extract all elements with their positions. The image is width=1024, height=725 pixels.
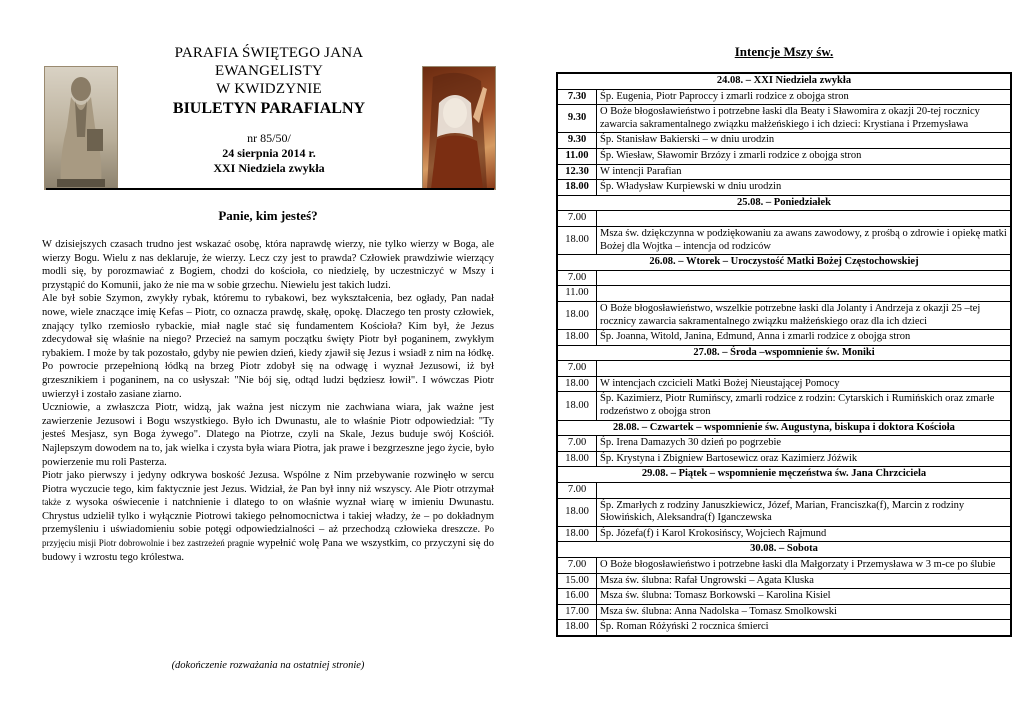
- mass-time: 15.00: [557, 573, 597, 589]
- mass-time: 12.30: [557, 164, 597, 180]
- intentions-title: Intencje Mszy św.: [734, 44, 834, 59]
- article-text: Piotr jako pierwszy i jedyny odkrywa boskość Jezusa. Wspólne z Nim przebywanie rozwinęło w sercu Piotra wyczucie tego, kim faktycznie jest Jezus. Widział, że Pan był inny niż wszyscy. Ale Piotr otrzymał: [42, 470, 494, 495]
- mass-intention: [597, 361, 1012, 377]
- article-small-text: także: [42, 497, 61, 508]
- mass-time: 18.00: [557, 392, 597, 420]
- article-small-text: Po przyjęciu misji Piotr dobrowolnie i bez zastrzeżeń pragnie: [42, 524, 495, 549]
- mass-intention: Msza św. ślubna: Anna Nadolska – Tomasz Smolkowski: [597, 604, 1012, 620]
- article-paragraph: Uczniowie, a zwłaszcza Piotr, widzą, jak ważna jest niczym nie zachwiana wiara, jak ważne jest zawierzenie Jezusowi i Bogu wszystkiego. Było ich Dwunastu, ale to właśnie Piotr odpowiedział: "Ty jesteś Mesjasz, syn Boga żywego". Dlatego na Piotrze, czyli na Skale, Jezus buduje swój Kościół. Najlepszym dowodem na to, jak wielka i czysta była wiara Piotra, jak prawe i bezgrzeszne jego życie, było powierzenie mu roli Pasterza.: [42, 402, 494, 468]
- mass-row: [557, 483, 1011, 499]
- mass-time: 9.30: [557, 105, 597, 133]
- mass-time: 18.00: [557, 376, 597, 392]
- reflection-article: [42, 208, 494, 564]
- day-header-row: [557, 542, 1011, 558]
- mass-time: 11.00: [557, 286, 597, 302]
- mass-row: [557, 361, 1011, 377]
- mass-intentions-body: [557, 73, 1011, 636]
- mass-intention: [597, 483, 1012, 499]
- mass-intention: Śp. Krystyna i Zbigniew Bartosewicz oraz Kazimierz Jóźwik: [597, 451, 1012, 467]
- mary-painting-image: [422, 66, 496, 190]
- mass-intention: [597, 211, 1012, 227]
- mass-row: [557, 526, 1011, 542]
- mass-intention: Śp. Wiesław, Sławomir Brzózy i zmarli rodzice z obojga stron: [597, 148, 1012, 164]
- mass-intentions-table: [556, 72, 1012, 637]
- mass-intention: Śp. Joanna, Witold, Janina, Edmund, Anna i zmarli rodzice z obojga stron: [597, 330, 1012, 346]
- mass-intention: O Boże błogosławieństwo i potrzebne łaski dla Beaty i Sławomira z okazji 20-tej rocznicy zawarcia sakramentalnego związku małżeńskiego i ich dzieci: Krystiana i Przemysława: [597, 105, 1012, 133]
- mass-row: [557, 301, 1011, 329]
- mass-intention: Śp. Zmarłych z rodziny Januszkiewicz, Józef, Marian, Franciszka(f), Marcin z rodziny Słowińskich, Aleksandra(f) Iganczewska: [597, 498, 1012, 526]
- statue-figure-icon: [45, 67, 117, 189]
- mass-intention: [597, 286, 1012, 302]
- mass-intention: Msza św. ślubna: Tomasz Borkowski – Karolina Kisiel: [597, 589, 1012, 605]
- mass-row: [557, 133, 1011, 149]
- right-page: [556, 38, 1012, 637]
- day-header-row: [557, 73, 1011, 89]
- left-page: [42, 38, 495, 671]
- mass-time: 18.00: [557, 526, 597, 542]
- mass-time: 7.00: [557, 558, 597, 574]
- mass-row: [557, 498, 1011, 526]
- day-header: 28.08. – Czwartek – wspomnienie św. Augustyna, biskupa i doktora Kościoła: [557, 420, 1011, 436]
- mass-intention: [597, 270, 1012, 286]
- mass-intention: O Boże błogosławieństwo, wszelkie potrzebne łaski dla Jolanty i Andrzeja z okazji 25 –tej rocznicy zawarcia sakramentalnego związku małżeńskiego oraz dla ich dzieci: [597, 301, 1012, 329]
- issue-sunday: XXI Niedziela zwykła: [213, 161, 325, 175]
- day-header: 26.08. – Wtorek – Uroczystość Matki Bożej Częstochowskiej: [557, 255, 1011, 271]
- bulletin-header: [42, 38, 494, 190]
- day-header-row: [557, 345, 1011, 361]
- mass-row: [557, 392, 1011, 420]
- header-divider: [46, 188, 494, 190]
- mass-intention: Śp. Roman Różyński 2 rocznica śmierci: [597, 620, 1012, 636]
- day-header-row: [557, 467, 1011, 483]
- mass-row: [557, 451, 1011, 467]
- mass-row: [557, 211, 1011, 227]
- mass-row: [557, 180, 1011, 196]
- article-text: wypełnić wolę Pana we wszystkim, co przyczyni się do budowy i wzrostu tego królestwa.: [42, 538, 494, 563]
- article-paragraph: W dzisiejszych czasach trudno jest wskazać osobę, która naprawdę wierzy, nie tylko wierzy w Boga, ale wierzy Bogu. Wielu z nas deklaruje, że wierzy. Lecz czy jest to prawda? Człowiek prawdziwie wierzący modli się, by porozmawiać z Bogiem, chodzi do kościoła, co niedzielę, by uczestniczyć w Mszy i przystąpić do Komunii, jako że nie ma w sobie grzechu. Niewielu jest takich ludzi.: [42, 239, 494, 291]
- day-header: 24.08. – XXI Niedziela zwykła: [557, 73, 1011, 89]
- mass-time: 7.00: [557, 361, 597, 377]
- mass-row: [557, 286, 1011, 302]
- mass-time: 18.00: [557, 330, 597, 346]
- mass-intention: Śp. Irena Damazych 30 dzień po pogrzebie: [597, 436, 1012, 452]
- bulletin-title: BIULETYN PARAFIALNY: [172, 100, 366, 117]
- mass-time: 7.00: [557, 436, 597, 452]
- mass-row: [557, 604, 1011, 620]
- article-paragraph: Ale był sobie Szymon, zwykły rybak, któremu to rybakowi, bez wykształcenia, bez ogłady, Pan nadał nowe, wiele znaczące imię Kefas – Piotr, co oznacza prawdę, skałę, opokę. Dlaczego ten prosty człowiek, znający tylko rzemiosło rybackie, miał nagle stać się fundamentem Kościoła? Kim był, że Jezus zdecydował się właśnie na niego? Przecież na samym początku święty Piotr był poganinem, zwykłym rybakiem. I może by tak pozostało, gdyby nie pewien dzień, kiedy zjawił się Jezus i wsiadł z nim na łódkę. Po powrocie przepełnioną łódką na brzeg Piotr zdobył się na odwagę i wyznał Jezusowi, iż był grzesznikiem i poganinem, na co usłyszał: "Nie bój się, odtąd ludzi będziesz łowił". I wówczas Piotr uwierzył i zostało zasiane ziarno.: [42, 293, 494, 400]
- mass-time: 11.00: [557, 148, 597, 164]
- mass-row: [557, 226, 1011, 254]
- mass-intention: W intencji Parafian: [597, 164, 1012, 180]
- mass-time: 7.00: [557, 483, 597, 499]
- mass-time: 7.00: [557, 270, 597, 286]
- continuation-note: (dokończenie rozważania na ostatniej stronie): [171, 660, 365, 671]
- mass-intention: Śp. Władysław Kurpiewski w dniu urodzin: [597, 180, 1012, 196]
- mass-row: [557, 164, 1011, 180]
- mass-time: 7.30: [557, 89, 597, 105]
- mass-row: [557, 376, 1011, 392]
- day-header: 25.08. – Poniedziałek: [557, 195, 1011, 211]
- mass-row: [557, 330, 1011, 346]
- mass-row: [557, 558, 1011, 574]
- article-title: Panie, kim jesteś?: [218, 208, 318, 223]
- mass-time: 18.00: [557, 226, 597, 254]
- mass-intention: O Boże błogosławieństwo i potrzebne łaski dla Małgorzaty i Przemysława w 3 m-ce po ślubie: [597, 558, 1012, 574]
- parish-town: W KWIDZYNIE: [216, 81, 322, 97]
- mass-intention: Śp. Kazimierz, Piotr Rumińscy, zmarli rodzice z rodzin: Cytarskich i Rumińskich oraz zmarłe rodzeństwo z obojga stron: [597, 392, 1012, 420]
- issue-date: 24 sierpnia 2014 r.: [222, 146, 316, 160]
- mass-time: 7.00: [557, 211, 597, 227]
- mass-time: 18.00: [557, 301, 597, 329]
- mass-intention: Msza św. dziękczynna w podziękowaniu za awans zawodowy, z prośbą o zdrowie i opiekę matki Bożej dla Wojtka – intencja od rodziców: [597, 226, 1012, 254]
- mass-intention: Śp. Stanisław Bakierski – w dniu urodzin: [597, 133, 1012, 149]
- issue-number: nr 85/50/: [247, 131, 291, 145]
- praying-figure-icon: [423, 67, 495, 189]
- mass-row: [557, 105, 1011, 133]
- st-john-statue-image: [44, 66, 118, 190]
- mass-intention: Śp. Józefa(f) i Karol Krokosińscy, Wojciech Rajmund: [597, 526, 1012, 542]
- mass-time: 18.00: [557, 620, 597, 636]
- header-text: [120, 44, 418, 176]
- day-header: 27.08. – Środa –wspomnienie św. Moniki: [557, 345, 1011, 361]
- parish-name: PARAFIA ŚWIĘTEGO JANA EWANGELISTY: [174, 45, 364, 79]
- day-header-row: [557, 420, 1011, 436]
- mass-row: [557, 148, 1011, 164]
- mass-row: [557, 589, 1011, 605]
- day-header-row: [557, 255, 1011, 271]
- mass-time: 18.00: [557, 451, 597, 467]
- day-header: 30.08. – Sobota: [557, 542, 1011, 558]
- mass-row: [557, 270, 1011, 286]
- mass-intention: W intencjach czcicieli Matki Bożej Nieustającej Pomocy: [597, 376, 1012, 392]
- article-text: z wysoka oświecenie i natchnienie i dlatego to on właśnie wyznał wiarę w imieniu Dwunastu. Chrystus udzielił tylko i wyłącznie Piotrowi takiego pełnomocnictwa i takiej władzy, że – po dokładnym przemyśleniu i uświadomieniu sobie potęgi odpowiedzialności – aż przechodzą człowieka dreszcze.: [42, 497, 495, 536]
- day-header: 29.08. – Piątek – wspomnienie męczeństwa św. Jana Chrzciciela: [557, 467, 1011, 483]
- mass-row: [557, 620, 1011, 636]
- mass-time: 9.30: [557, 133, 597, 149]
- article-paragraph: [42, 469, 494, 564]
- mass-intention: Śp. Eugenia, Piotr Paproccy i zmarli rodzice z obojga stron: [597, 89, 1012, 105]
- mass-row: [557, 89, 1011, 105]
- mass-intention: Msza św. ślubna: Rafał Ungrowski – Agata Kluska: [597, 573, 1012, 589]
- mass-time: 17.00: [557, 604, 597, 620]
- mass-time: 16.00: [557, 589, 597, 605]
- mass-row: [557, 436, 1011, 452]
- mass-time: 18.00: [557, 180, 597, 196]
- day-header-row: [557, 195, 1011, 211]
- mass-row: [557, 573, 1011, 589]
- mass-time: 18.00: [557, 498, 597, 526]
